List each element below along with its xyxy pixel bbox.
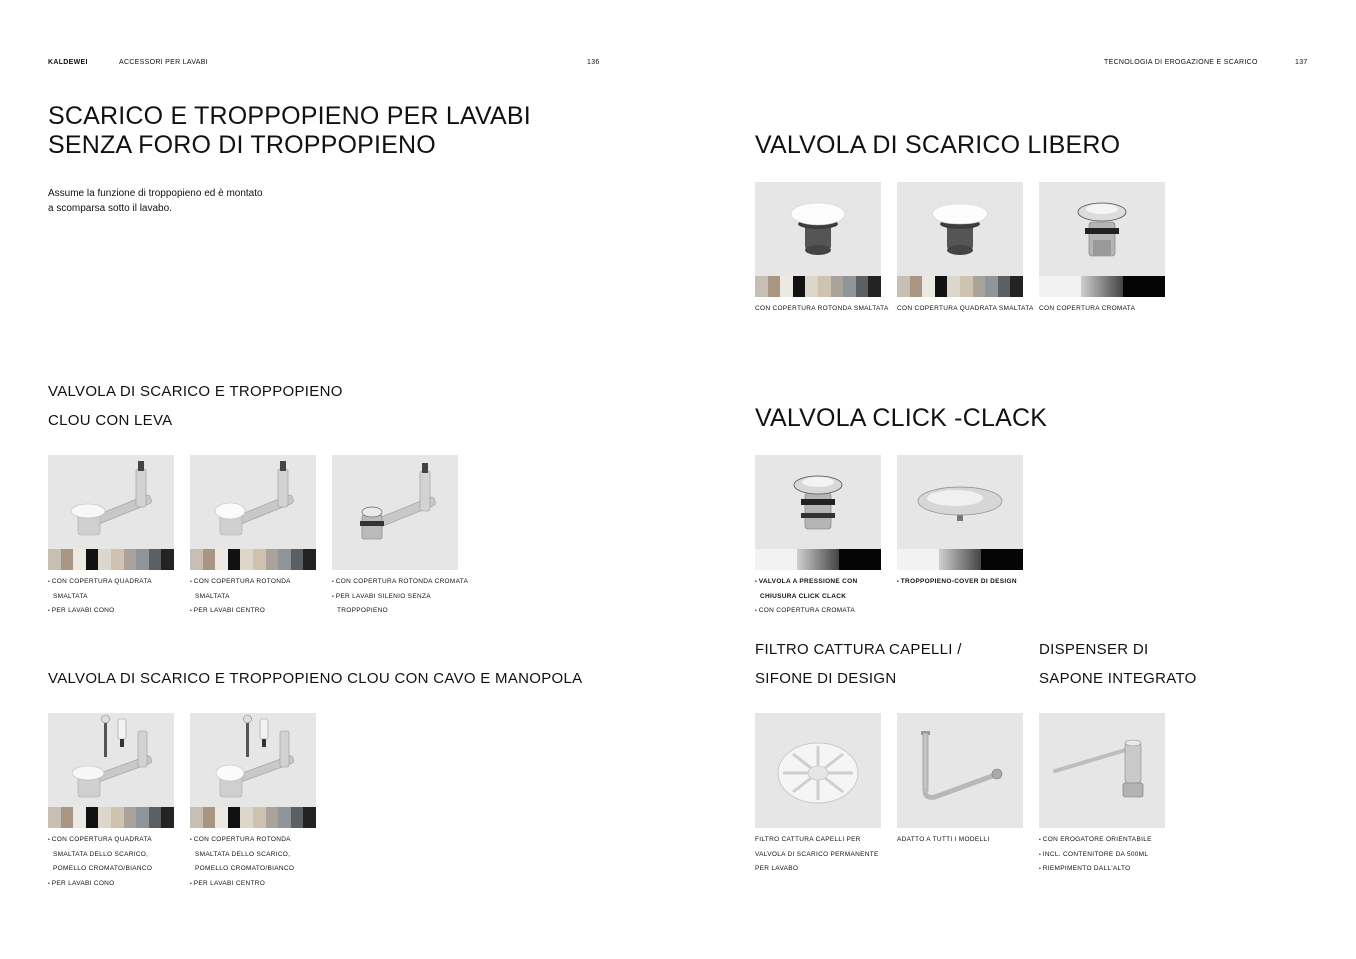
section-title-line1: DISPENSER DI bbox=[1039, 641, 1149, 658]
section-title-line1: FILTRO CATTURA CAPELLI / bbox=[755, 641, 962, 658]
section-title-line1: VALVOLA DI SCARICO E TROPPOPIENO bbox=[48, 383, 343, 400]
product-caption bbox=[755, 575, 905, 619]
drain-lever-square-icon bbox=[48, 455, 174, 549]
free-drain-round-icon bbox=[755, 182, 881, 276]
section-title-dispenser bbox=[1039, 635, 1197, 693]
section-title-line2: CLOU CON LEVA bbox=[48, 412, 173, 429]
product-caption bbox=[1039, 833, 1189, 877]
page-number-left: 136 bbox=[587, 59, 600, 66]
product-card[interactable] bbox=[190, 455, 316, 570]
product-caption: CON COPERTURA QUADRATA SMALTATA bbox=[897, 305, 1034, 312]
caption-line: • CON COPERTURA CROMATA bbox=[755, 604, 905, 619]
caption-line: • CON COPERTURA QUADRATA bbox=[48, 833, 198, 848]
product-caption bbox=[190, 575, 340, 619]
color-swatches bbox=[190, 807, 316, 828]
caption-line: PER LAVABO bbox=[755, 865, 799, 872]
color-swatches bbox=[1039, 276, 1165, 297]
caption-line: • PER LAVABI CENTRO bbox=[190, 877, 340, 892]
free-drain-square-icon bbox=[897, 182, 1023, 276]
caption-line: POMELLO CROMATO/BIANCO bbox=[195, 865, 295, 872]
caption-line: • PER LAVABI SILENIO SENZA bbox=[332, 590, 482, 605]
click-clack-valve-icon bbox=[755, 455, 881, 549]
caption-line: • CON COPERTURA QUADRATA bbox=[48, 575, 198, 590]
caption-line: FILTRO CATTURA CAPELLI PER bbox=[755, 836, 861, 843]
page-title bbox=[48, 102, 531, 160]
page-title-line2: SENZA FORO DI TROPPOPIENO bbox=[48, 131, 436, 159]
color-swatches bbox=[190, 549, 316, 570]
section-label-right: TECNOLOGIA DI EROGAZIONE E SCARICO bbox=[1104, 59, 1258, 66]
section-title-clou-cavo: VALVOLA DI SCARICO E TROPPOPIENO CLOU CON CAVO E MANOPOLA bbox=[48, 670, 583, 687]
caption-line: • PER LAVABI CENTRO bbox=[190, 604, 340, 619]
product-card[interactable] bbox=[48, 713, 174, 828]
product-card[interactable] bbox=[1039, 713, 1165, 828]
hair-filter-icon bbox=[755, 713, 881, 828]
caption-line: • CON COPERTURA ROTONDA bbox=[190, 833, 340, 848]
section-title-line2: SIFONE DI DESIGN bbox=[755, 670, 897, 687]
product-card[interactable] bbox=[190, 713, 316, 828]
product-card[interactable] bbox=[755, 455, 881, 570]
section-title-line2: SAPONE INTEGRATO bbox=[1039, 670, 1197, 687]
section-title-clou-leva bbox=[48, 377, 343, 435]
caption-line: • VALVOLA A PRESSIONE CON bbox=[755, 575, 905, 590]
color-swatches bbox=[897, 276, 1023, 297]
overflow-cover-icon bbox=[897, 455, 1023, 549]
caption-line: • PER LAVABI CONO bbox=[48, 604, 198, 619]
product-card[interactable] bbox=[332, 455, 458, 570]
section-label-left: ACCESSORI PER LAVABI bbox=[119, 59, 208, 66]
design-siphon-icon bbox=[897, 713, 1023, 828]
product-caption bbox=[48, 833, 198, 891]
color-swatches bbox=[48, 549, 174, 570]
intro-line1: Assume la funzione di troppopieno ed è montato bbox=[48, 188, 263, 199]
product-card[interactable] bbox=[897, 182, 1023, 297]
product-card[interactable] bbox=[48, 455, 174, 570]
page-number-right: 137 bbox=[1295, 59, 1308, 66]
caption-line: SMALTATA bbox=[195, 592, 230, 600]
page-title-line1: SCARICO E TROPPOPIENO PER LAVABI bbox=[48, 102, 531, 130]
free-drain-chrome-icon bbox=[1039, 182, 1165, 276]
caption-line: • INCL. CONTENITORE DA 500ML bbox=[1039, 848, 1189, 863]
color-swatches bbox=[48, 807, 174, 828]
product-card[interactable] bbox=[755, 182, 881, 297]
intro-line2: a scomparsa sotto il lavabo. bbox=[48, 203, 172, 214]
caption-line: POMELLO CROMATO/BIANCO bbox=[53, 865, 153, 872]
intro-text bbox=[48, 186, 263, 216]
caption-line: VALVOLA DI SCARICO PERMANENTE bbox=[755, 850, 879, 858]
product-card[interactable] bbox=[755, 713, 881, 828]
caption-line: • PER LAVABI CONO bbox=[48, 877, 198, 892]
product-caption bbox=[897, 833, 1047, 848]
product-card[interactable] bbox=[897, 455, 1023, 570]
caption-line: • CON COPERTURA ROTONDA CROMATA bbox=[332, 575, 482, 590]
product-caption bbox=[897, 575, 1047, 590]
caption-line: • CON COPERTURA ROTONDA bbox=[190, 575, 340, 590]
section-title-libero: VALVOLA DI SCARICO LIBERO bbox=[755, 131, 1121, 159]
drain-lever-chrome-icon bbox=[332, 455, 458, 570]
product-caption bbox=[48, 575, 198, 619]
color-swatches bbox=[755, 549, 881, 570]
product-caption: CON COPERTURA CROMATA bbox=[1039, 305, 1136, 312]
caption-line: • RIEMPIMENTO DALL'ALTO bbox=[1039, 862, 1189, 877]
drain-lever-round-icon bbox=[190, 455, 316, 549]
caption-line: CHIUSURA CLICK CLACK bbox=[760, 592, 847, 600]
caption-line: ADATTO A TUTTI I MODELLI bbox=[897, 836, 990, 843]
caption-line: SMALTATA bbox=[53, 592, 88, 600]
drain-cable-knob-square-icon bbox=[48, 713, 174, 807]
caption-line: TROPPOPIENO bbox=[337, 607, 388, 614]
product-caption bbox=[332, 575, 482, 619]
color-swatches bbox=[755, 276, 881, 297]
caption-line: SMALTATA DELLO SCARICO, bbox=[53, 850, 149, 858]
drain-cable-knob-round-icon bbox=[190, 713, 316, 807]
caption-line: • TROPPOPIENO-COVER DI DESIGN bbox=[897, 575, 1047, 590]
section-title-filtro bbox=[755, 635, 962, 693]
brand-logo-text: KALDEWEI bbox=[48, 59, 88, 66]
product-caption: CON COPERTURA ROTONDA SMALTATA bbox=[755, 305, 889, 312]
section-title-click-clack: VALVOLA CLICK -CLACK bbox=[755, 404, 1048, 432]
product-card[interactable] bbox=[1039, 182, 1165, 297]
caption-line: • CON EROGATORE ORIENTABILE bbox=[1039, 833, 1189, 848]
product-caption bbox=[755, 833, 905, 877]
product-card[interactable] bbox=[897, 713, 1023, 828]
product-caption bbox=[190, 833, 340, 891]
caption-line: SMALTATA DELLO SCARICO, bbox=[195, 850, 291, 858]
color-swatches bbox=[897, 549, 1023, 570]
soap-dispenser-icon bbox=[1039, 713, 1165, 828]
